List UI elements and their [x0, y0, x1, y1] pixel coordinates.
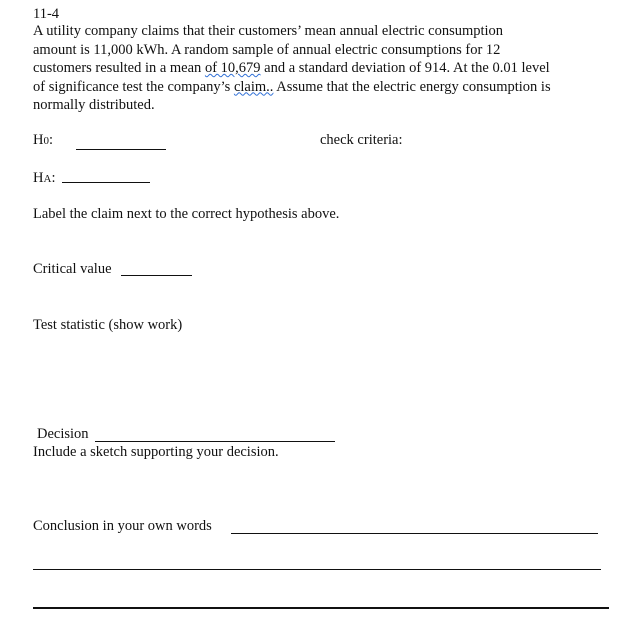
critical-value-label: Critical value — [33, 261, 112, 277]
statement-line-4: of significance test the company’s claim.. Assume that the electric energy consumption is — [33, 78, 551, 95]
conclusion-blank-3[interactable] — [33, 607, 609, 609]
statement-line-5: normally distributed. — [33, 97, 155, 113]
statement-line-1: A utility company claims that their customers’ mean annual electric consumption — [33, 23, 504, 39]
conclusion-label: Conclusion in your own words — [33, 518, 212, 534]
conclusion-blank-2[interactable] — [33, 569, 601, 570]
decision-blank[interactable] — [95, 441, 335, 442]
problem-statement — [33, 22, 623, 115]
problem-number: 11-4 — [33, 6, 60, 22]
label-claim-instruction: Label the claim next to the correct hypothesis above. — [33, 206, 340, 222]
conclusion-blank-1[interactable] — [231, 533, 598, 534]
sketch-instruction: Include a sketch supporting your decision. — [33, 444, 279, 460]
statement-line-2: amount is 11,000 kWh. A random sample of annual electric consumptions for 12 — [33, 41, 501, 58]
decision-label: Decision — [37, 426, 89, 442]
claim-word-underlined: claim.. — [233, 78, 274, 95]
check-criteria-label: check criteria: — [320, 132, 403, 148]
statement-line-3: customers resulted in a mean of 10,679 and a standard deviation of 914. At the 0.01 level — [33, 60, 550, 76]
alternative-hypothesis-label: HA: — [33, 170, 56, 186]
mean-value-underlined: of 10,679 — [204, 60, 261, 76]
critical-value-blank[interactable] — [121, 275, 192, 276]
null-hypothesis-blank[interactable] — [76, 149, 166, 150]
alternative-hypothesis-blank[interactable] — [62, 182, 150, 183]
null-hypothesis-label: H0: — [33, 132, 54, 148]
test-statistic-label: Test statistic (show work) — [33, 317, 183, 333]
